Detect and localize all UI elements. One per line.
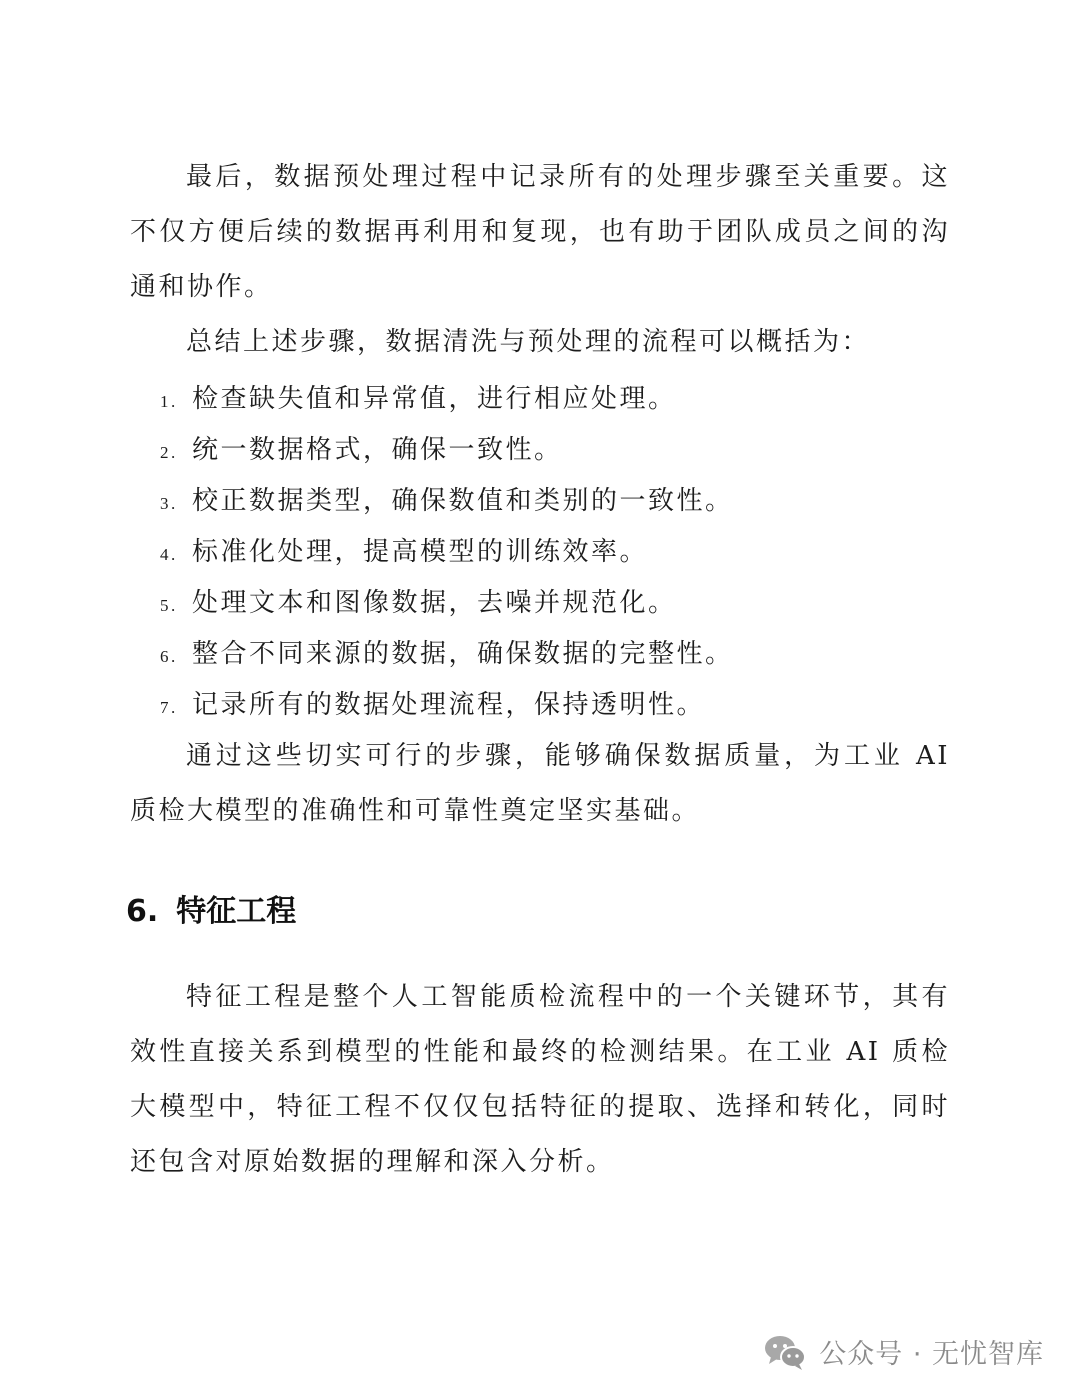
- list-item: [130, 476, 950, 527]
- list-item: [130, 680, 950, 731]
- paragraph-summary-intro: 总结上述步骤，数据清洗与预处理的流程可以概括为：: [186, 327, 871, 357]
- list-item-text: 标准化处理，提高模型的训练效率。: [192, 537, 649, 567]
- section-heading: [126, 886, 296, 930]
- list-item-number: 5.: [160, 596, 178, 615]
- list-item: [130, 629, 950, 680]
- list-item-text: 校正数据类型，确保数值和类别的一致性。: [192, 486, 734, 516]
- list-item-text: 检查缺失值和异常值，进行相应处理。: [192, 384, 677, 414]
- list-item-text: 记录所有的数据处理流程，保持透明性。: [192, 690, 706, 720]
- list-item-number: 2.: [160, 443, 178, 462]
- list-item: [130, 374, 950, 425]
- list-item-text: 处理文本和图像数据，去噪并规范化。: [192, 588, 677, 618]
- steps-list: [130, 374, 950, 731]
- paragraph-feature-engineering: 特征工程是整个人工智能质检流程中的一个关键环节，其有效性直接关系到模型的性能和最终的检测结果。在工业 AI 质检大模型中，特征工程不仅仅包括特征的提取、选择和转化，同时还包含对原始数据的理解和深入分析。: [130, 982, 950, 1177]
- watermark-text: 公众号 · 无忧智库: [819, 1339, 1044, 1370]
- list-item-number: 4.: [160, 545, 178, 564]
- list-item: [130, 578, 950, 629]
- paragraph-record-steps: 最后，数据预处理过程中记录所有的处理步骤至关重要。这不仅方便后续的数据再利用和复现，也有助于团队成员之间的沟通和协作。: [130, 162, 950, 302]
- list-item-number: 6.: [160, 647, 178, 666]
- list-item-number: 7.: [160, 698, 178, 717]
- paragraph-conclusion: 通过这些切实可行的步骤，能够确保数据质量，为工业 AI 质检大模型的准确性和可靠性奠定坚实基础。: [130, 741, 950, 826]
- list-item: [130, 527, 950, 578]
- list-item-text: 统一数据格式，确保一致性。: [192, 435, 563, 465]
- list-item: [130, 425, 950, 476]
- list-item-number: 3.: [160, 494, 178, 513]
- section-number: 6.: [126, 894, 159, 929]
- list-item-text: 整合不同来源的数据，确保数据的完整性。: [192, 639, 734, 669]
- wechat-icon: [763, 1333, 807, 1371]
- list-item-number: 1.: [160, 392, 178, 411]
- watermark: [763, 1332, 1044, 1371]
- section-title: 特征工程: [176, 894, 297, 929]
